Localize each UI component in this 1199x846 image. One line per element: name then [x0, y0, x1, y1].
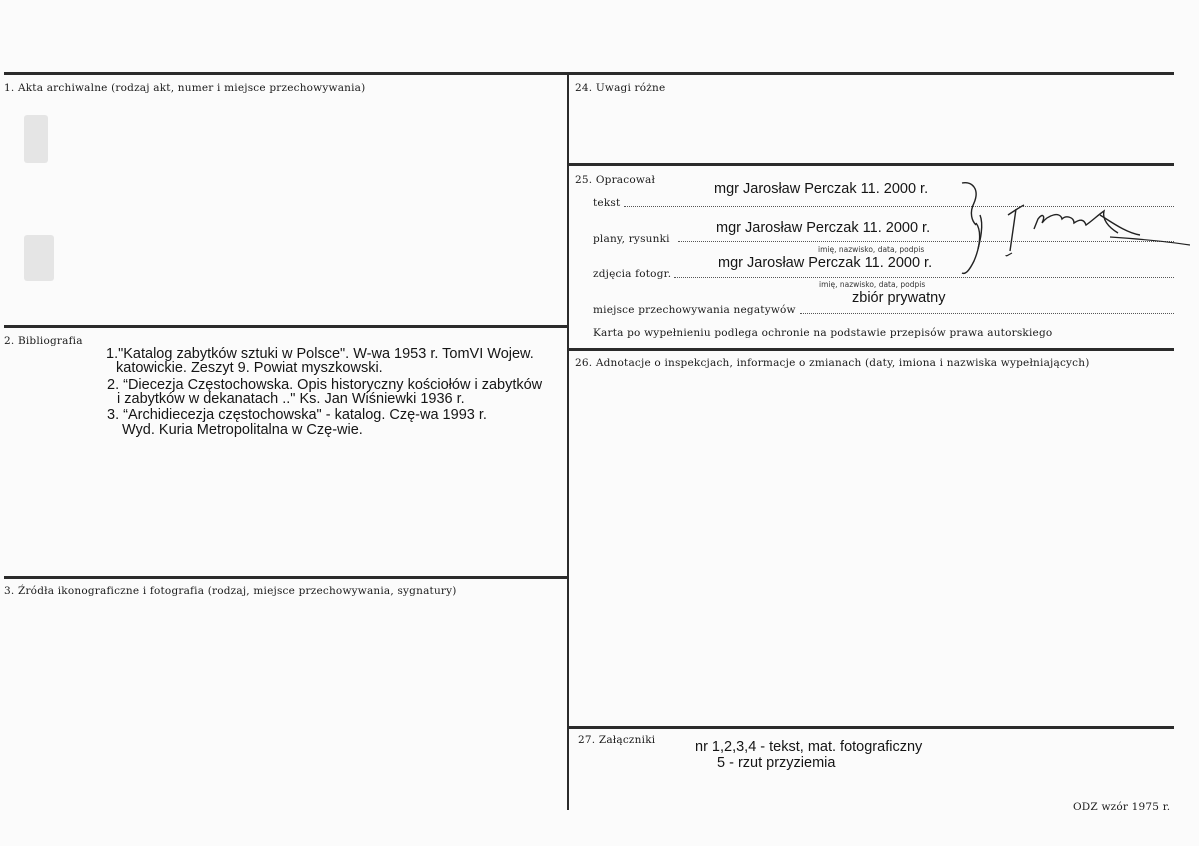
attachments-line-2: 5 - rzut przyziemia	[717, 755, 836, 771]
copyright-note: Karta po wypełnieniu podlega ochronie na podstawie przepisów prawa autorskiego	[593, 327, 1053, 339]
signature-image	[950, 175, 1190, 275]
form-template-footer: ODZ wzór 1975 r.	[1073, 801, 1171, 813]
zdjecia-value: mgr Jarosław Perczak 11. 2000 r.	[718, 255, 933, 271]
section-25-label: 25. Opracował	[575, 174, 656, 186]
negatywy-dotted-line	[800, 313, 1174, 314]
plany-caption: imię, nazwisko, data, podpis	[818, 245, 925, 254]
zdjecia-dotted-line	[674, 277, 1174, 278]
right-rule-27	[569, 726, 1174, 729]
negatywy-label: miejsce przechowywania negatywów	[593, 304, 796, 316]
section-24-label: 24. Uwagi różne	[575, 82, 666, 94]
section-27-label: 27. Załączniki	[578, 734, 656, 746]
center-divider	[567, 72, 569, 810]
bibliography-line-1: 1."Katalog zabytków sztuki w Polsce". W-wa 1953 r. TomVI Wojew.	[106, 346, 534, 362]
bibliography-line-6: Wyd. Kuria Metropolitalna w Czę-wie.	[122, 422, 363, 438]
zdjecia-label: zdjęcia fotogr.	[593, 268, 672, 280]
left-rule-2	[4, 325, 569, 328]
bibliography-line-3: 2. “Diecezja Częstochowska. Opis historyczny kościołów i zabytków	[107, 377, 543, 393]
section-1-label: 1. Akta archiwalne (rodzaj akt, numer i miejsce przechowywania)	[4, 82, 366, 94]
scan-mark	[24, 235, 54, 281]
section-3-label: 3. Źródła ikonograficzne i fotografia (rodzaj, miejsce przechowywania, sygnatury)	[4, 585, 457, 597]
negatywy-value: zbiór prywatny	[852, 290, 946, 306]
section-2-label: 2. Bibliografia	[4, 335, 83, 347]
top-rule	[4, 72, 1174, 75]
zdjecia-caption: imię, nazwisko, data, podpis	[819, 280, 926, 289]
section-26-label: 26. Adnotacje o inspekcjach, informacje o zmianach (daty, imiona i nazwiska wypełniających)	[575, 357, 1090, 369]
tekst-label: tekst	[593, 197, 621, 209]
plany-label: plany, rysunki	[593, 233, 670, 245]
bibliography-line-2: katowickie. Zeszyt 9. Powiat myszkowski.	[116, 360, 383, 376]
bibliography-line-5: 3. “Archidiecezja częstochowska" - katalog. Czę-wa 1993 r.	[107, 407, 487, 423]
bibliography-line-4: i zabytków w dekanatach .." Ks. Jan Wiśniewki 1936 r.	[117, 391, 465, 407]
right-rule-25	[569, 163, 1174, 166]
right-rule-26	[569, 348, 1174, 351]
plany-value: mgr Jarosław Perczak 11. 2000 r.	[716, 220, 931, 236]
attachments-line-1: nr 1,2,3,4 - tekst, mat. fotograficzny	[695, 739, 923, 755]
scan-mark	[24, 115, 48, 163]
left-rule-3	[4, 576, 569, 579]
tekst-value: mgr Jarosław Perczak 11. 2000 r.	[714, 181, 929, 197]
